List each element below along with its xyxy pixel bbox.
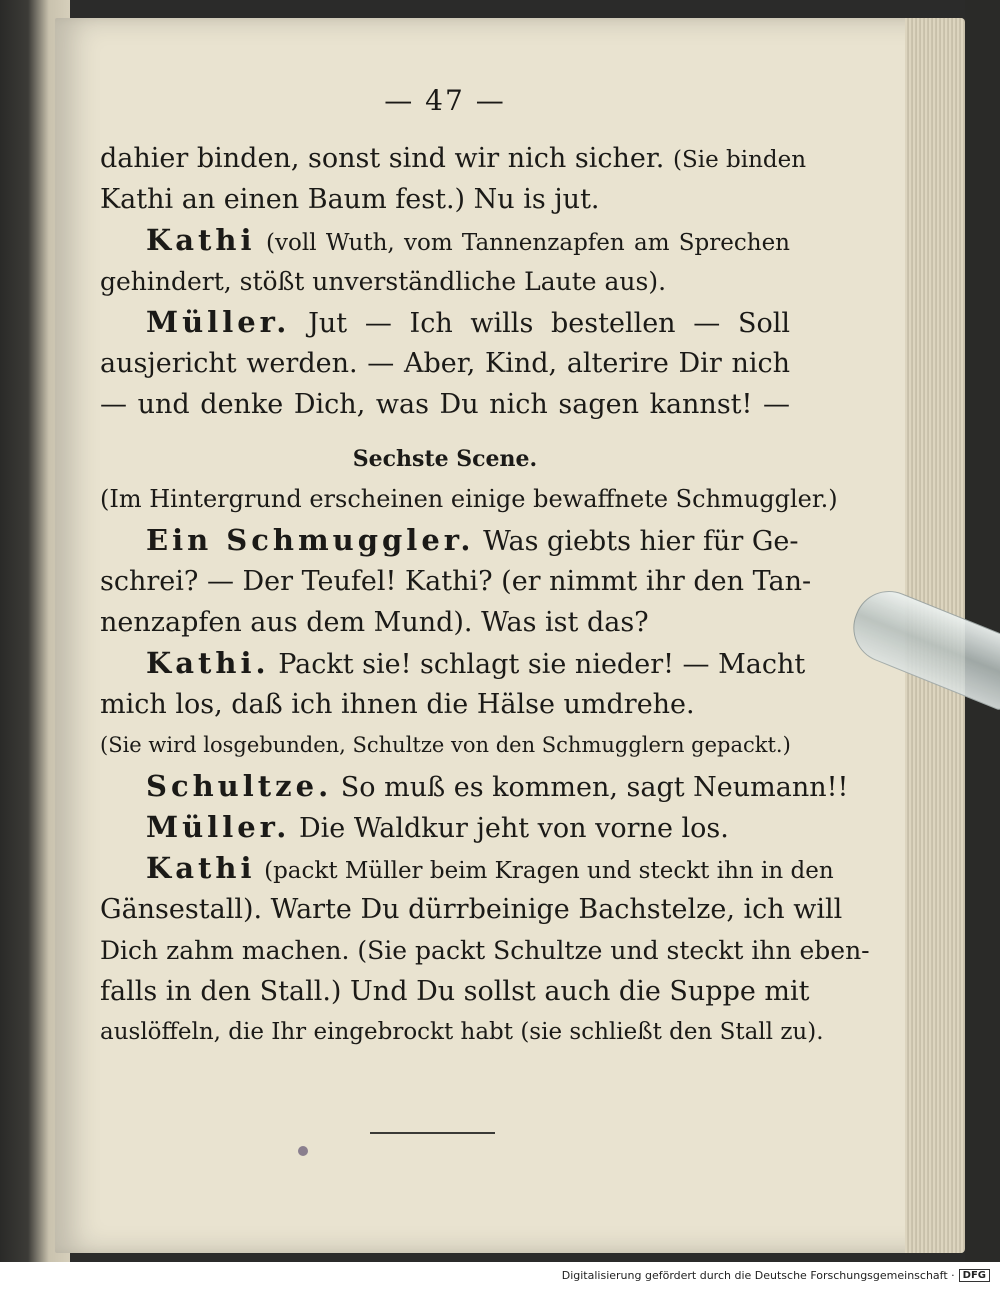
text-line: dahier binden, sonst sind wir nich sicher. (Sie binden: [100, 143, 807, 174]
text-line: mich los, daß ich ihnen die Hälse umdrehe.: [100, 689, 695, 720]
speaker-name: Müller.: [146, 810, 291, 844]
text-line: auslöffeln, die Ihr eingebrockt habt (sie schließt den Stall zu).: [100, 1019, 824, 1045]
text-line: falls in den Stall.) Und Du sollst auch die Suppe mit: [100, 976, 810, 1007]
text-line: Müller. Die Waldkur jeht von vorne los.: [146, 810, 729, 844]
text-line: schrei? — Der Teufel! Kathi? (er nimmt ihr den Tan-: [100, 566, 812, 597]
stage-direction: (Sie wird losgebunden, Schultze von den Schmugglern gepackt.): [100, 733, 791, 757]
text-line: Müller. Jut — Ich wills bestellen — Soll: [146, 305, 790, 339]
text-line: gehindert, stößt unverständliche Laute aus).: [100, 267, 667, 296]
text-line: Kathi (packt Müller beim Kragen und steckt ihn in den: [146, 851, 834, 885]
speaker-name: Kathi: [146, 223, 256, 257]
speaker-name: Ein Schmuggler.: [146, 523, 475, 557]
ink-spot: [298, 1146, 308, 1156]
footer-credit: Digitalisierung gefördert durch die Deutsche Forschungsgemeinschaft ·: [561, 1269, 955, 1282]
text-line: ausjericht werden. — Aber, Kind, alterire Dir nich: [100, 348, 790, 379]
text-line: Kathi an einen Baum fest.) Nu is jut.: [100, 184, 600, 215]
speaker-name: Müller.: [146, 305, 291, 339]
speaker-name: Schultze.: [146, 769, 333, 803]
speaker-name: Kathi: [146, 851, 256, 885]
scene-title: Sechste Scene.: [352, 446, 538, 472]
dfg-logo: DFG: [959, 1269, 990, 1282]
text-line: Dich zahm machen. (Sie packt Schultze und steckt ihn eben-: [100, 936, 870, 965]
text-line: nenzapfen aus dem Mund). Was ist das?: [100, 607, 649, 638]
page-number: — 47 —: [384, 84, 506, 117]
text-line: Ein Schmuggler. Was giebts hier für Ge-: [146, 523, 799, 557]
text-line: Schultze. So muß es kommen, sagt Neumann!!: [146, 769, 849, 803]
text-line: Kathi (voll Wuth, vom Tannenzapfen am Sprechen: [146, 223, 790, 257]
footer-bar: [0, 1262, 1000, 1289]
speaker-name: Kathi.: [146, 646, 270, 680]
text-line: Kathi. Packt sie! schlagt sie nieder! — Macht: [146, 646, 806, 680]
text-line: — und denke Dich, was Du nich sagen kannst! —: [100, 389, 790, 420]
page-text: [100, 80, 870, 1053]
scene-stage-direction: (Im Hintergrund erscheinen einige bewaffnete Schmuggler.): [100, 485, 838, 513]
text-line: Gänsestall). Warte Du dürrbeinige Bachstelze, ich will: [100, 894, 843, 925]
end-rule: [370, 1132, 495, 1134]
